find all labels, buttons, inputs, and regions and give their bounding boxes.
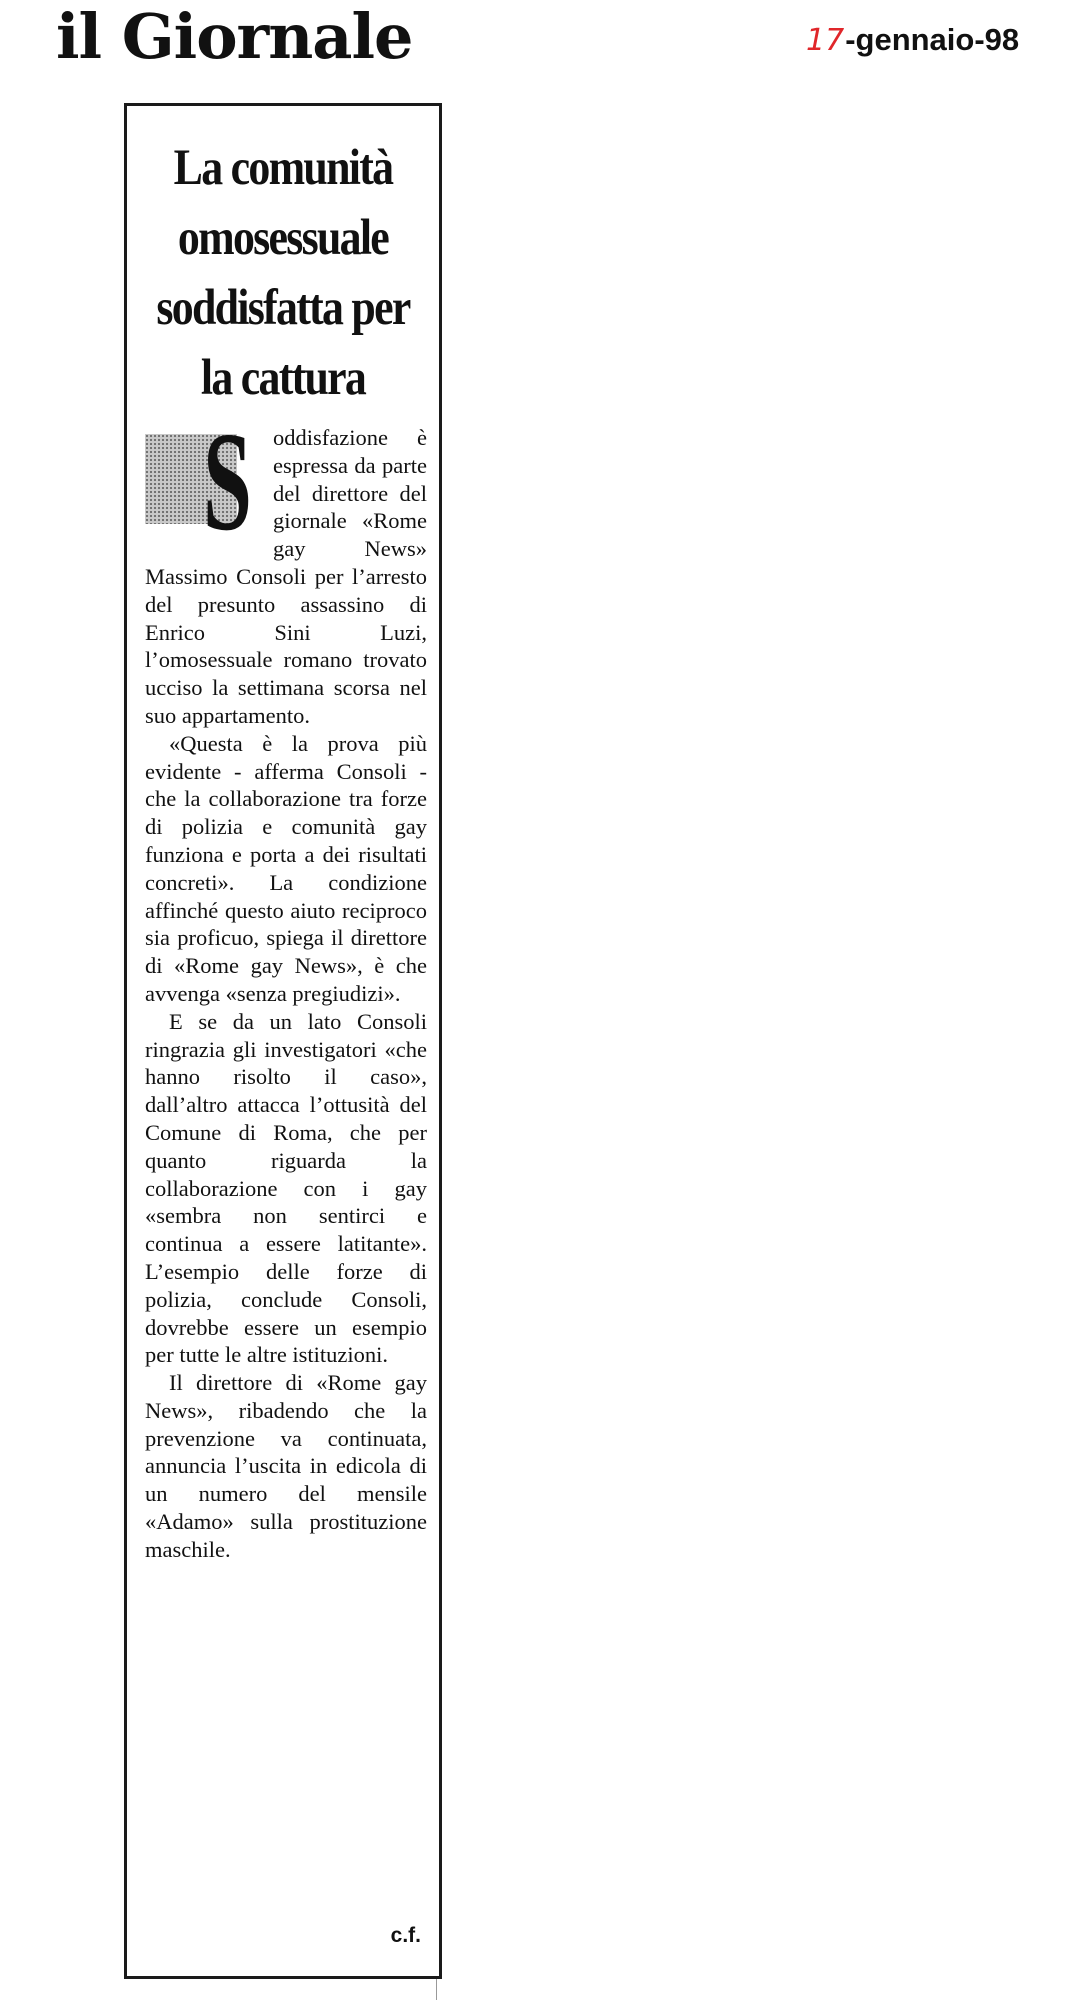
- newspaper-masthead: il Giornale: [56, 0, 413, 73]
- author-initials: c.f.: [390, 1924, 421, 1947]
- clipping-date: [806, 24, 1019, 56]
- drop-cap: [145, 402, 269, 560]
- article-paragraph: E se da un lato Consoli ringrazia gli investigatori «che hanno risolto il caso», dall’altro attacca l’ottusità del Comune di Roma, che per quanto riguarda la collaborazione con i gay «sembra non sentirci e continua a essere latitante». L’esempio delle forze di polizia, conclude Consoli, dovrebbe essere un esempio per tutte le altre istituzioni.: [145, 1008, 427, 1368]
- drop-cap-letter: S: [203, 402, 252, 560]
- handwritten-day: 17: [806, 23, 845, 58]
- article-paragraph: [145, 402, 427, 730]
- paragraph-text: oddisfazione è espressa da parte del direttore del giornale «Rome gay News» Massimo Consoli per l’arresto del presunto assassino di Enrico Sini Luzi, l’omosessuale romano trovato ucciso la settimana scorsa nel suo appartamento.: [145, 425, 427, 728]
- article-clipping: [124, 103, 442, 1979]
- article-paragraph: Il direttore di «Rome gay News», ribadendo che la prevenzione va continuata, annuncia l’uscita in edicola di un numero del mensile «Adamo» sulla prostituzione maschile.: [145, 1370, 427, 1562]
- article-body: [145, 402, 427, 1564]
- printed-date: -gennaio-98: [845, 22, 1020, 57]
- article-paragraph: «Questa è la prova più evidente - afferma Consoli - che la collaborazione tra forze di polizia e comunità gay funziona e porta a dei risultati concreti». La condizione affinché questo aiuto reciproco sia proficuo, spiega il direttore di «Rome gay News», è che avvenga «senza pregiudizi».: [145, 730, 427, 1006]
- column-edge-line: [436, 1979, 437, 2000]
- article-headline: La comunità omosessuale soddisfatta per la cattura: [156, 140, 410, 406]
